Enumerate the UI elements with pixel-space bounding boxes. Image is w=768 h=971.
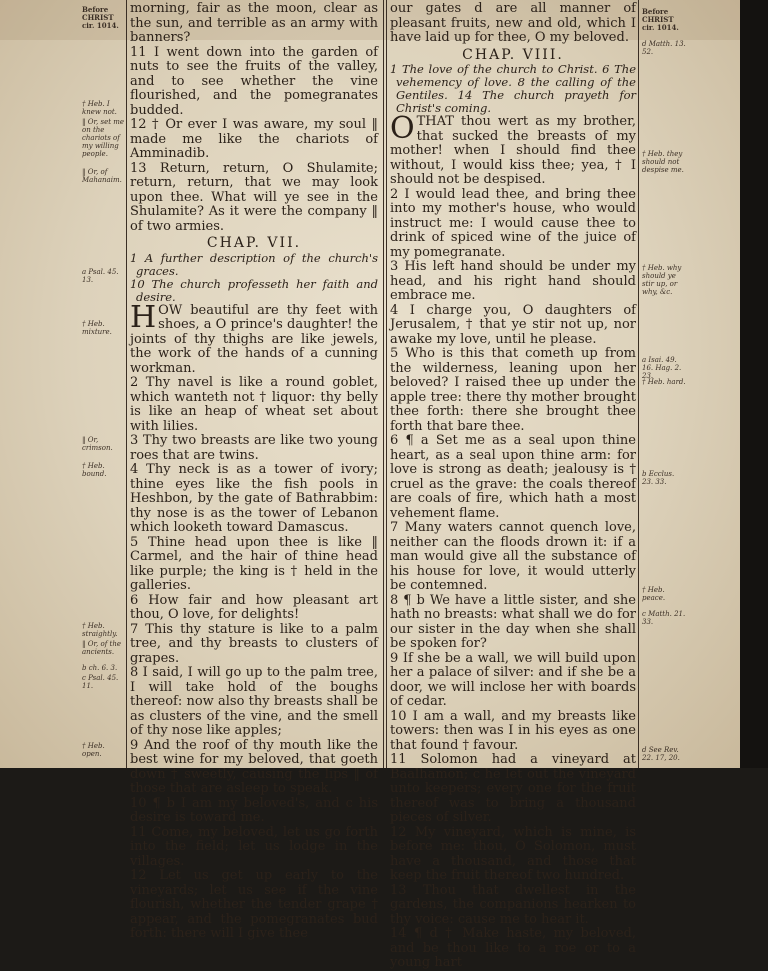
verse: 11 Come, my beloved, let us go forth into the field; let us lodge in the villages. [130,824,378,869]
verse: 7 Many waters cannot quench love, neither can the floods drown it: if a man would give all the substance of his house for love, it would utterly be contemned. [390,520,636,593]
right-margin-rule [638,0,639,768]
left-text-column [130,2,378,942]
margin-note: b ch. 6. 3. [82,664,118,672]
right-text-column [390,2,636,971]
margin-note: a Isai. 49. 16. Hag. 2. 23. [642,356,682,380]
verse-text: THAT thou wert as my brother, that sucked the breasts of my mother! when I should find thee without, I would kiss thee; yea, † I should not be despised. [390,114,636,187]
verse: 7 This thy stature is like to a palm tree, and thy breasts to clusters of grapes. [130,621,378,666]
margin-note: ‖ Or, crimson. [82,436,113,452]
verse-first [390,111,636,188]
verse: 8 ¶ b We have a little sister, and she hath no breasts: what shall we do for our sister in the day when she shall be spoken for? [390,592,636,651]
chapter-summary: 10 The church professeth her faith and desire. [130,276,378,304]
margin-note: c Matth. 21. 33. [642,610,686,626]
margin-date-right: Before CHRIST cir. 1014. [642,7,679,32]
margin-note: † Heb. why should ye stir up, or why, &c. [642,264,682,296]
verse: 9 And the roof of thy mouth like the best wine for my beloved, that goeth down † sweetly, causing the lips ‖ of those that are asleep to speak. [130,737,378,796]
verse: 3 His left hand should be under my head, and his right hand should embrace me. [390,259,636,303]
margin-note: c Psal. 45. 11. [82,674,119,690]
margin-note: † Heb. mixture. [82,320,112,336]
verse: 9 If she be a wall, we will build upon her a palace of silver: and if she be a door, we will inclose her with boards of cedar. [390,650,636,709]
verse: 8 I said, I will go up to the palm tree, I will take hold of the boughs thereof: now also thy breasts shall be as clusters of the vine, and the smell of thy nose like apples; [130,665,378,738]
margin-note: ‖ Or, of the ancients. [82,640,121,656]
verse-first [130,299,378,377]
margin-note: d See Rev. 22. 17, 20. [642,746,680,762]
verse: our gates d are all manner of pleasant fruits, new and old, which I have laid up for thee, O my beloved. [390,1,636,45]
verse: 4 Thy neck is as a tower of ivory; thine eyes like the fish pools in Heshbon, by the gate of Bathrabbim: thy nose is as the tower of Lebanon which looketh toward Damascus. [130,462,378,535]
verse: 5 Who is this that cometh up from the wilderness, leaning upon her beloved? I raised thee up under the apple tree: there thy mother brought thee forth: there she brought thee forth that bare thee. [390,346,636,434]
verse: 2 Thy navel is like a round goblet, which wanteth not † liquor: thy belly is like an heap of wheat set about with lilies. [130,375,378,434]
chapter-heading: CHAP. VIII. [462,46,564,63]
margin-note: ‖ Or, of Mahanaim. [82,168,122,184]
verse: 6 ¶ a Set me as a seal upon thine heart, as a seal upon thine arm: for love is strong as death; jealousy is † cruel as the grave: the coals thereof are coals of fire, which hath a most vehement flame. [390,433,636,521]
verse: 2 I would lead thee, and bring thee into my mother's house, who would instruct me: I would cause thee to drink of spiced wine of the juice of my pomegranate. [390,186,636,260]
margin-note: † Heb. hard. [642,378,686,386]
drop-cap: O [390,111,415,146]
verse: 14 ¶ d † Make haste, my beloved, and be thou like to a roe or to a young hart [390,926,636,970]
chapter-summary: 1 The love of the church to Christ. 6 The vehemency of love. 8 the calling of the Gentiles. 14 The church prayeth for Christ's coming. [390,62,636,115]
margin-note: d Matth. 13. 52. [642,40,686,56]
verse: 10 I am a wall, and my breasts like towers: then was I in his eyes as one that found † favour. [390,708,636,753]
margin-note: a Psal. 45. 13. [82,268,119,284]
verse-text: OW beautiful are thy feet with shoes, a O prince's daughter! the joints of thy thighs are like jewels, the work of the hands of a cunning workman. [130,302,378,376]
verse: 11 Solomon had a vineyard at Baalhamon; c he let out the vineyard unto keepers; every one for the fruit thereof was to bring a thousand pieces of silver. [390,752,636,825]
verse: 12 † Or ever I was aware, my soul ‖ made me like the chariots of Amminadib. [130,117,378,161]
margin-note: † Heb. straightly. [82,622,118,638]
verse: 4 I charge you, O daughters of Jerusalem, † that ye stir not up, nor awake my love, until he please. [390,302,636,347]
verse: 13 Return, return, O Shulamite; return, return, that we may look upon thee. What will ye see in the Shulamite? As it were the company ‖ of two armies. [130,160,378,234]
verse: 12 Let us get up early to the vineyards; let us see if the vine flourish, whether the tender grape † appear, and the pomegranates bud forth: there will I give thee [130,868,378,941]
margin-note: † Heb. open. [82,742,105,758]
center-rule-1 [383,0,384,768]
verse: 3 Thy two breasts are like two young roes that are twins. [130,433,378,463]
verse: 11 I went down into the garden of nuts to see the fruits of the valley, and to see whether the vine flourished, and the pomegranates budded. [130,44,378,118]
margin-note: † Heb. peace. [642,586,666,602]
center-rule-2 [386,0,387,768]
margin-note: † Heb. I knew not. [82,100,117,116]
margin-note: † Heb. they should not despise me. [642,150,684,174]
chapter-summary: 1 A further description of the church's graces. [130,250,378,278]
chapter-heading: CHAP. VII. [206,235,302,251]
drop-cap: H [130,299,157,335]
verse: 10 ¶ b I am my beloved's, and c his desire is toward me. [130,795,378,825]
margin-date-left: Before CHRIST cir. 1014. [82,5,119,30]
verse: 6 How fair and how pleasant art thou, O love, for delights! [130,592,378,622]
margin-note: † Heb. bound. [82,462,107,478]
margin-note: b Ecclus. 23. 33. [642,470,675,486]
background-edge [740,0,768,768]
verse: 5 Thine head upon thee is like ‖ Carmel, and the hair of thine head like purple; the king is † held in the galleries. [130,534,378,593]
verse: 13 Thou that dwellest in the gardens, the companions hearken to thy voice: cause me to hear it. [390,882,636,927]
verse: 12 My vineyard, which is mine, is before me: thou, O Solomon, must have a thousand, and those that keep the fruit thereof two hundred. [390,824,636,883]
margin-note: ‖ Or, set me on the chariots of my willing people. [82,118,125,158]
left-margin-rule [126,0,127,768]
verse: morning, fair as the moon, clear as the sun, and terrible as an army with banners? [130,1,378,45]
